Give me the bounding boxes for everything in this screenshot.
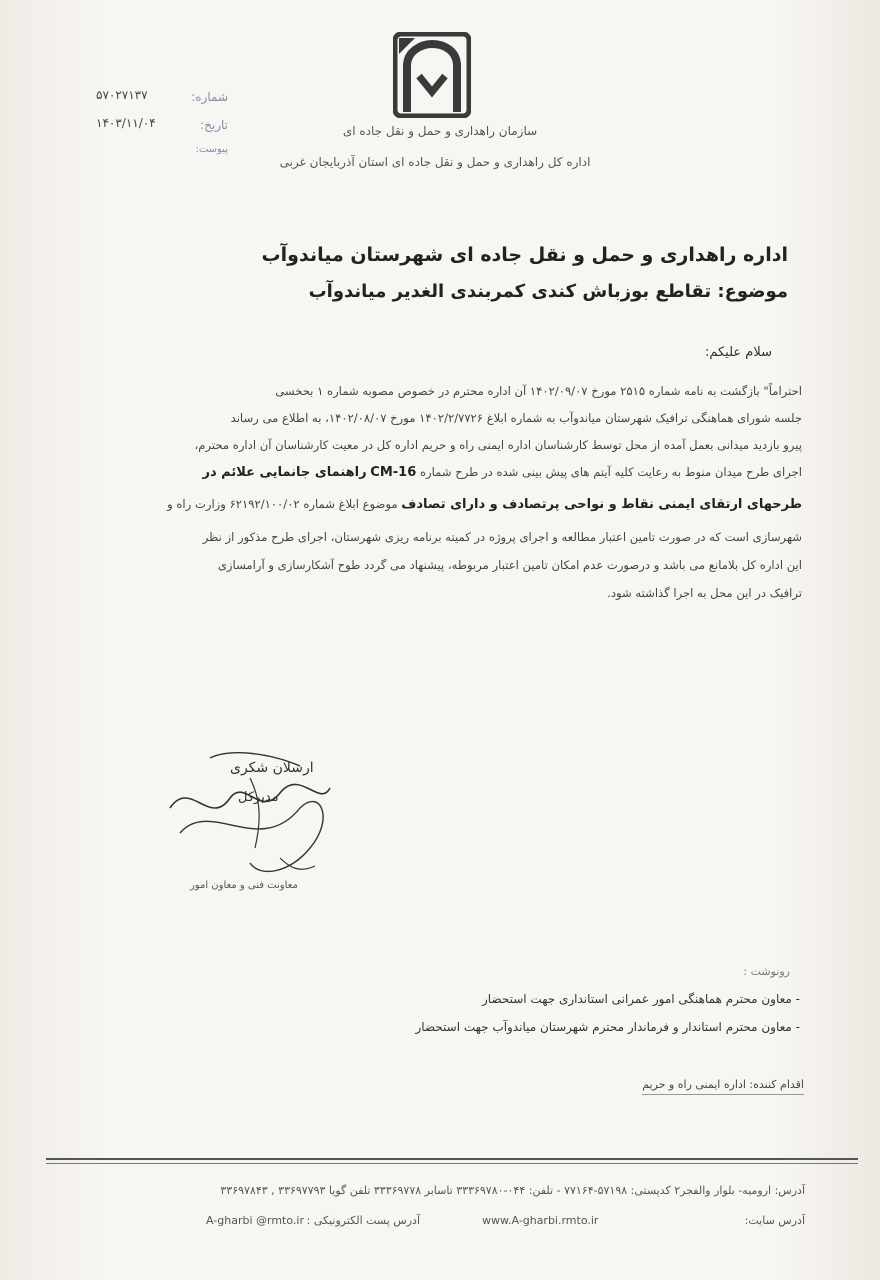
dept-name: اداره کل راهداری و حمل و نقل جاده ای استان آذربایجان غربی <box>279 155 591 169</box>
signer-name: ارسلان شکری <box>230 760 314 776</box>
org-name: سازمان راهداری و حمل و نقل جاده ای <box>342 124 538 138</box>
body-line-4b: راهنمای جانمایی علائم در <box>202 465 367 480</box>
body-line-7: این اداره کل بلامانع می باشد و درصورت عدم امکان تامین اعتبار مربوطه، پیشنهاد می گردد طوح آشکارسازی و آرامسازی <box>217 558 802 572</box>
addressee: اداره راهداری و حمل و نقل جاده ای شهرستان میاندوآب <box>261 244 788 266</box>
signer-subtitle: معاونت فنی و معاون امور <box>190 880 298 891</box>
date-label: تاریخ: <box>200 118 228 132</box>
footer-divider-thin <box>46 1163 858 1164</box>
date-value: ۱۴۰۳/۱۱/۰۴ <box>96 116 156 130</box>
body-line-5 <box>167 497 802 512</box>
body-line-5a: طرحهای ارتقای ایمنی نقاط و نواحی پرتصادف و دارای تصادف <box>401 497 802 512</box>
action-by: اقدام کننده: اداره ایمنی راه و حریم <box>642 1078 804 1095</box>
attachment-label: پیوست: <box>195 144 228 155</box>
body-line-8: ترافیک در این محل به اجرا گذاشته شود. <box>607 586 802 600</box>
plan-code: CM-16 <box>370 465 417 480</box>
number-value: ۵۷۰۲۷۱۳۷ <box>96 88 148 102</box>
body-line-3: پیرو بازدید میدانی بعمل آمده از محل توسط کارشناسان اداره ایمنی راه و حریم اداره کل در معیت کارشناسان آن اداره محترم، <box>194 438 802 452</box>
body-line-2: جلسه شورای هماهنگی ترافیک شهرستان میاندوآب به شماره ابلاغ ۱۴۰۲/۲/۷۷۲۶ مورخ ۱۴۰۲/۰۸/۰۷، به اطلاع می رساند <box>230 411 802 425</box>
signer-title: مدیرکل <box>238 790 279 805</box>
copy-item-2: - معاون محترم استاندار و فرماندار محترم شهرستان میاندوآب جهت استحضار <box>415 1020 800 1034</box>
body-line-4 <box>203 465 803 480</box>
footer-email-label: آدرس پست الکترونیکی : <box>306 1214 420 1227</box>
body-line-6: شهرسازی است که در صورت تامین اعتبار مطالعه و اجرای پروژه در کمیته برنامه ریزی شهرستان، اجرای طرح مذکور از نظر <box>202 530 802 544</box>
footer-website[interactable]: www.A-gharbi.rmto.ir <box>482 1214 599 1227</box>
greeting: سلام علیکم: <box>704 345 772 360</box>
footer-divider <box>46 1158 858 1160</box>
subject: موضوع: تقاطع بوزباش کندی کمربندی الغدیر میاندوآب <box>308 281 788 302</box>
footer-website-label: آدرس سایت: <box>744 1214 805 1227</box>
body-line-1: احتراماً" بازگشت به نامه شماره ۲۵۱۵ مورخ ۱۴۰۲/۰۹/۰۷ آن اداره محترم در خصوص مصوبه شماره ۱ بحخسی <box>275 384 802 398</box>
number-label: شماره: <box>191 90 228 104</box>
footer-address: آدرس: ارومیه- بلوار والفجر۲ کدپستی: ۵۷۱۹۸-۷۷۱۶۴ - تلفن: ۰۴۴-۳۳۳۶۹۷۸۰ تاسابر ۳۳۳۶۹۷۷۸ تلفن گویا ۳۳۶۹۷۷۹۳ , ۳۳۶۹۷۸۴۳ <box>220 1184 805 1197</box>
rmto-logo-icon <box>393 32 471 118</box>
body-line-5b: موضوع ابلاغ شماره ۶۲۱۹۲/۱۰۰/۰۲ وزارت راه و <box>167 497 398 511</box>
copy-item-1: - معاون محترم هماهنگی امور عمرانی استانداری جهت استحضار <box>482 992 800 1006</box>
copies-heading: رونوشت : <box>743 965 790 978</box>
body-line-4a: اجرای طرح میدان منوط به رعایت کلیه آیتم های پیش بینی شده در طرح شماره <box>419 465 802 479</box>
footer-email[interactable]: A-gharbi @rmto.ir <box>206 1214 304 1227</box>
